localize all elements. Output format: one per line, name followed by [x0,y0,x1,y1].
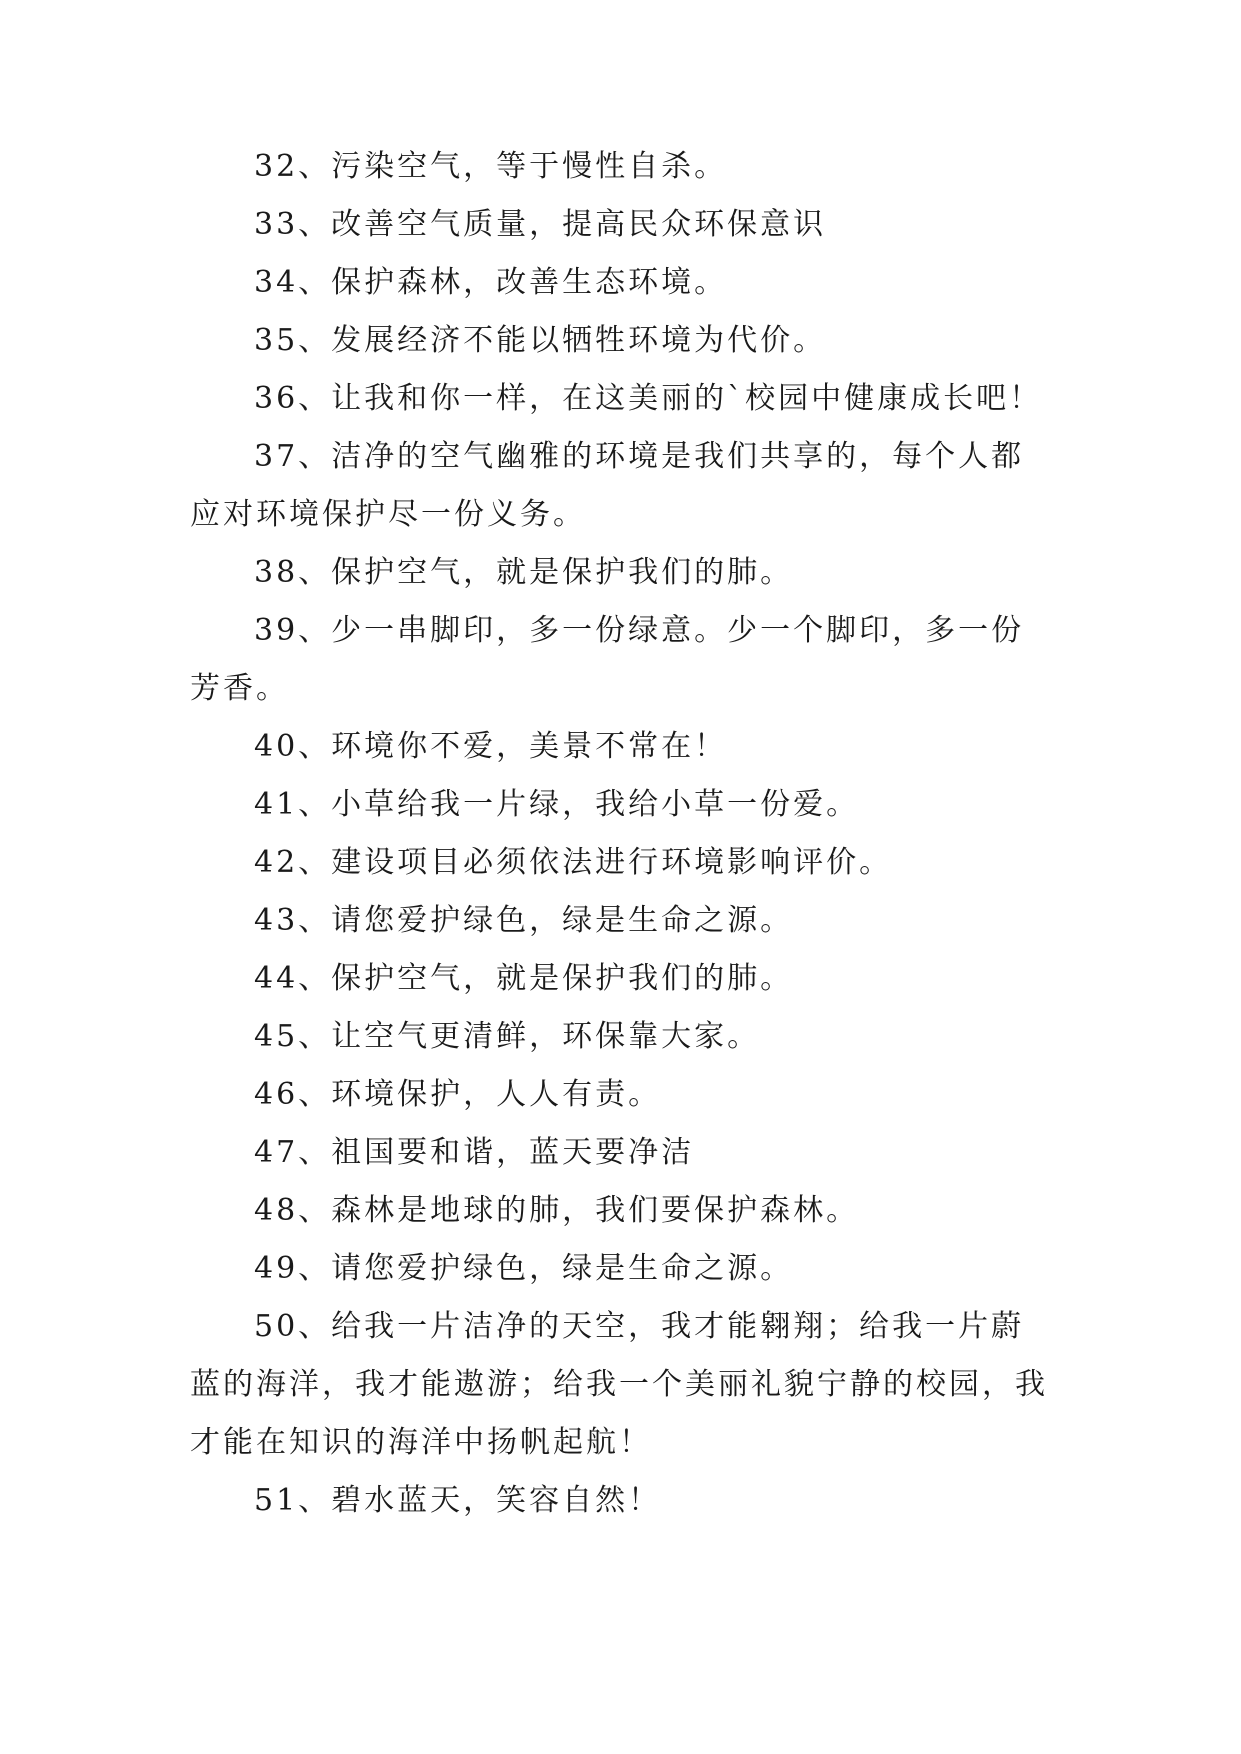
paragraph-44: 44、保护空气，就是保护我们的肺。 [254,961,794,996]
paragraph-49: 49、请您爱护绿色，绿是生命之源。 [254,1251,794,1286]
paragraph-48: 48、森林是地球的肺，我们要保护森林。 [254,1193,860,1228]
paragraph-47: 47、祖国要和谐，蓝天要净洁 [254,1135,695,1170]
paragraph-40: 40、环境你不爱，美景不常在！ [254,729,728,764]
paragraph-35: 35、发展经济不能以牺牲环境为代价。 [254,323,827,358]
paragraph-51: 51、碧水蓝天，笑容自然！ [254,1483,662,1518]
document-page [190,138,1050,1530]
paragraph-46: 46、环境保护，人人有责。 [254,1077,662,1112]
paragraph-32: 32、污染空气，等于慢性自杀。 [254,149,728,184]
paragraph-36: 36、让我和你一样，在这美丽的`校园中健康成长吧！ [254,381,1043,416]
paragraph-38: 38、保护空气，就是保护我们的肺。 [254,555,794,590]
paragraph-42: 42、建设项目必须依法进行环境影响评价。 [254,845,893,880]
paragraph-33: 33、改善空气质量，提高民众环保意识 [254,207,827,242]
paragraph-39: 39、少一串脚印，多一份绿意。少一个脚印，多一份芳香。 [190,613,1025,706]
paragraph-37: 37、洁净的空气幽雅的环境是我们共享的，每个人都应对环境保护尽一份义务。 [190,439,1025,532]
paragraph-45: 45、让空气更清鲜，环保靠大家。 [254,1019,761,1054]
paragraph-41: 41、小草给我一片绿，我给小草一份爱。 [254,787,860,822]
paragraph-43: 43、请您爱护绿色，绿是生命之源。 [254,903,794,938]
paragraph-50: 50、给我一片洁净的天空，我才能翱翔；给我一片蔚蓝的海洋，我才能遨游；给我一个美丽礼貌宁静的校园，我才能在知识的海洋中扬帆起航！ [190,1309,1048,1460]
paragraph-34: 34、保护森林，改善生态环境。 [254,265,728,300]
